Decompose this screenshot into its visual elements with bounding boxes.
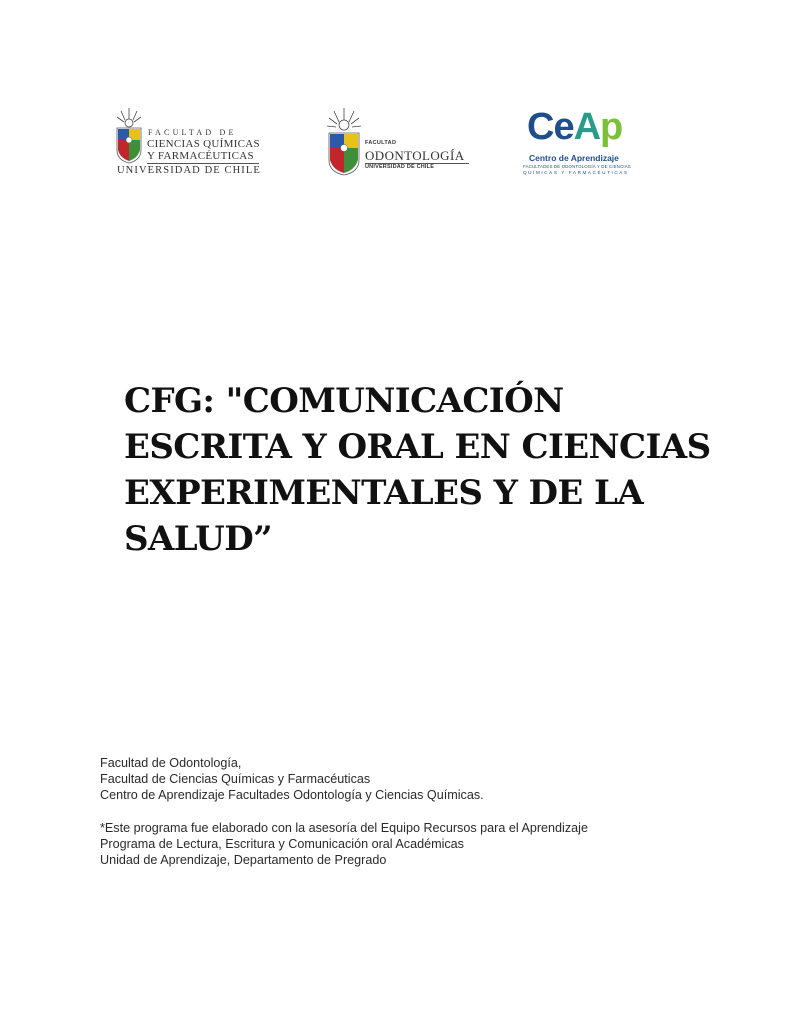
- logo-ceap-wordmark: CeAp: [527, 106, 623, 148]
- logo-ceap-subtitle: Centro de Aprendizaje: [529, 153, 619, 163]
- document-title: [124, 378, 724, 562]
- logo-odontologia: [325, 106, 475, 178]
- title-line: ESCRITA Y ORAL EN CIENCIAS: [124, 427, 711, 467]
- credit-note: Programa de Lectura, Escritura y Comunicación oral Académicas: [100, 837, 464, 851]
- credits-spacer: [100, 803, 720, 820]
- logo-fcq-faculty: FACULTAD DE: [148, 128, 237, 137]
- logo-fcq-university: UNIVERSIDAD DE CHILE: [117, 165, 261, 176]
- logo-odontologia-faculty: FACULTAD: [365, 140, 397, 146]
- logo-odontologia-name: ODONTOLOGÍA: [365, 148, 465, 163]
- university-seal-icon: [325, 106, 363, 176]
- title-line: EXPERIMENTALES Y DE LA: [124, 473, 644, 513]
- credit-note: *Este programa fue elaborado con la asesoría del Equipo Recursos para el Aprendizaje: [100, 821, 588, 835]
- credit-faculty: Facultad de Ciencias Químicas y Farmacéuticas: [100, 772, 371, 786]
- title-line: CFG: "COMUNICACIÓN: [124, 381, 564, 421]
- logo-fcq: [114, 106, 262, 178]
- logo-odontologia-university: UNIVERSIDAD DE CHILE: [365, 164, 435, 170]
- logo-ceap-tagline-1: FACULTADES DE ODONTOLOGÍA Y DE CIENCIAS: [523, 164, 631, 169]
- university-seal-icon: [114, 106, 144, 164]
- logo-fcq-name-line1: CIENCIAS QUÍMICAS: [147, 138, 260, 150]
- logo-ceap: [519, 104, 647, 182]
- credit-faculty: Facultad de Odontología,: [100, 756, 242, 770]
- logo-fcq-name-line2: Y FARMACÉUTICAS: [147, 150, 254, 162]
- logo-ceap-tagline-2: QUÍMICAS Y FARMACÉUTICAS: [523, 170, 629, 175]
- title-line: SALUD”: [124, 519, 273, 559]
- credit-note: Unidad de Aprendizaje, Departamento de Pregrado: [100, 853, 387, 867]
- credit-faculty: Centro de Aprendizaje Facultades Odontología y Ciencias Químicas.: [100, 788, 484, 802]
- credits-block: [100, 755, 720, 868]
- logo-fcq-divider: [147, 163, 259, 164]
